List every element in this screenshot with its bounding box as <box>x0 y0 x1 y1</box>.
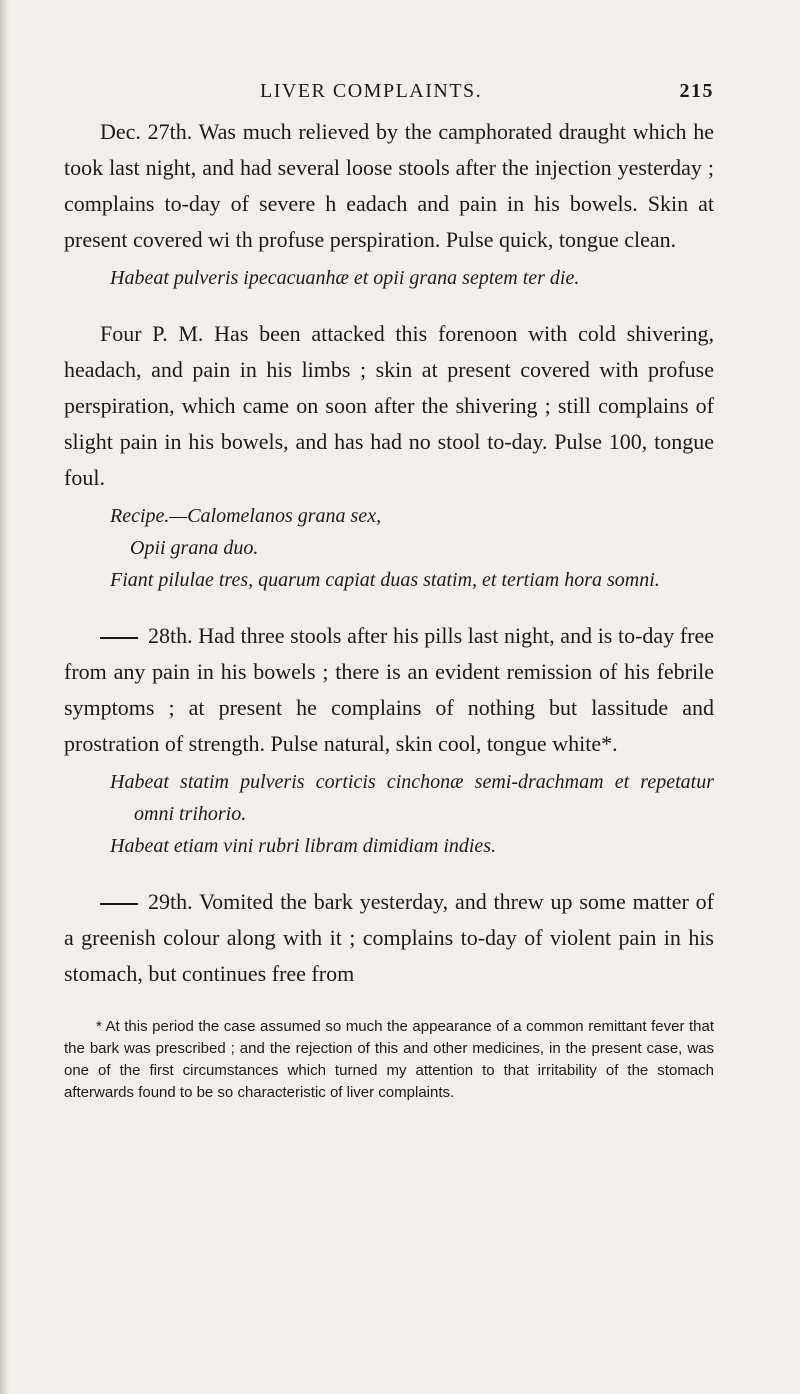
book-page <box>64 80 714 1104</box>
entry-text: Dec. 27th. Was much relieved by the camphorated draught which he took last night, and had several loose stools after the injection yesterday ; complains to-day of severe h eadach and pain in his bowels. Skin at present covered wi th profuse perspiration. Pulse quick, tongue clean. <box>64 119 714 252</box>
prescription-line: Habeat etiam vini rubri libram dimidiam indies. <box>110 835 497 857</box>
case-entry-four-pm <box>64 316 714 596</box>
prescription-line: Opii grana duo. <box>130 537 259 559</box>
prescription-line: Habeat pulveris ipecacuanhæ et opii grana septem ter die. <box>110 267 580 289</box>
entry-text: Four P. M. Has been attacked this forenoon with cold shivering, headach, and pain in his limbs ; skin at present covered with profuse perspiration, which came on soon after the shivering ; still complains of slight pain in his bowels, and has had no stool to-day. Pulse 100, tongue foul. <box>64 321 714 490</box>
prescription-line: Habeat statim pulveris corticis cinchonæ semi-drachmam et repetatur omni trihorio. <box>110 771 714 825</box>
entry-text-wrapper <box>64 884 714 992</box>
entry-text: 28th. Had three stools after his pills last night, and is to-day free from any pain in his bowels ; there is an evident remission of his febrile symptoms ; at present he complains of nothing but lassitude and prostration of strength. Pulse natural, skin cool, tongue white*. <box>64 623 714 756</box>
page-edge <box>0 0 10 1394</box>
case-entry-dec-27 <box>64 114 714 294</box>
running-head <box>64 80 714 114</box>
case-entry-28th <box>64 618 714 862</box>
running-head-title: LIVER COMPLAINTS. <box>260 80 483 102</box>
page-number: 215 <box>679 80 714 102</box>
case-entry-29th <box>64 884 714 992</box>
footnote: * At this period the case assumed so much the appearance of a common remittant fever that the bark was prescribed ; and the rejection of this and other medicines, in the present case, was one of the first circumstances which turned my attention to that irritability of the stomach afterwards found to be so characteristic of liver complaints. <box>64 1018 714 1101</box>
entry-text-wrapper <box>64 618 714 762</box>
ditto-dash <box>100 903 138 905</box>
entry-text: 29th. Vomited the bark yesterday, and threw up some matter of a greenish colour along with it ; complains to-day of violent pain in his stomach, but continues free from <box>64 889 714 986</box>
prescription-line: Recipe.—Calomelanos grana sex, <box>110 505 382 527</box>
prescription-line: Fiant pilulae tres, quarum capiat duas statim, et tertiam hora somni. <box>110 569 660 591</box>
ditto-dash <box>100 637 138 639</box>
